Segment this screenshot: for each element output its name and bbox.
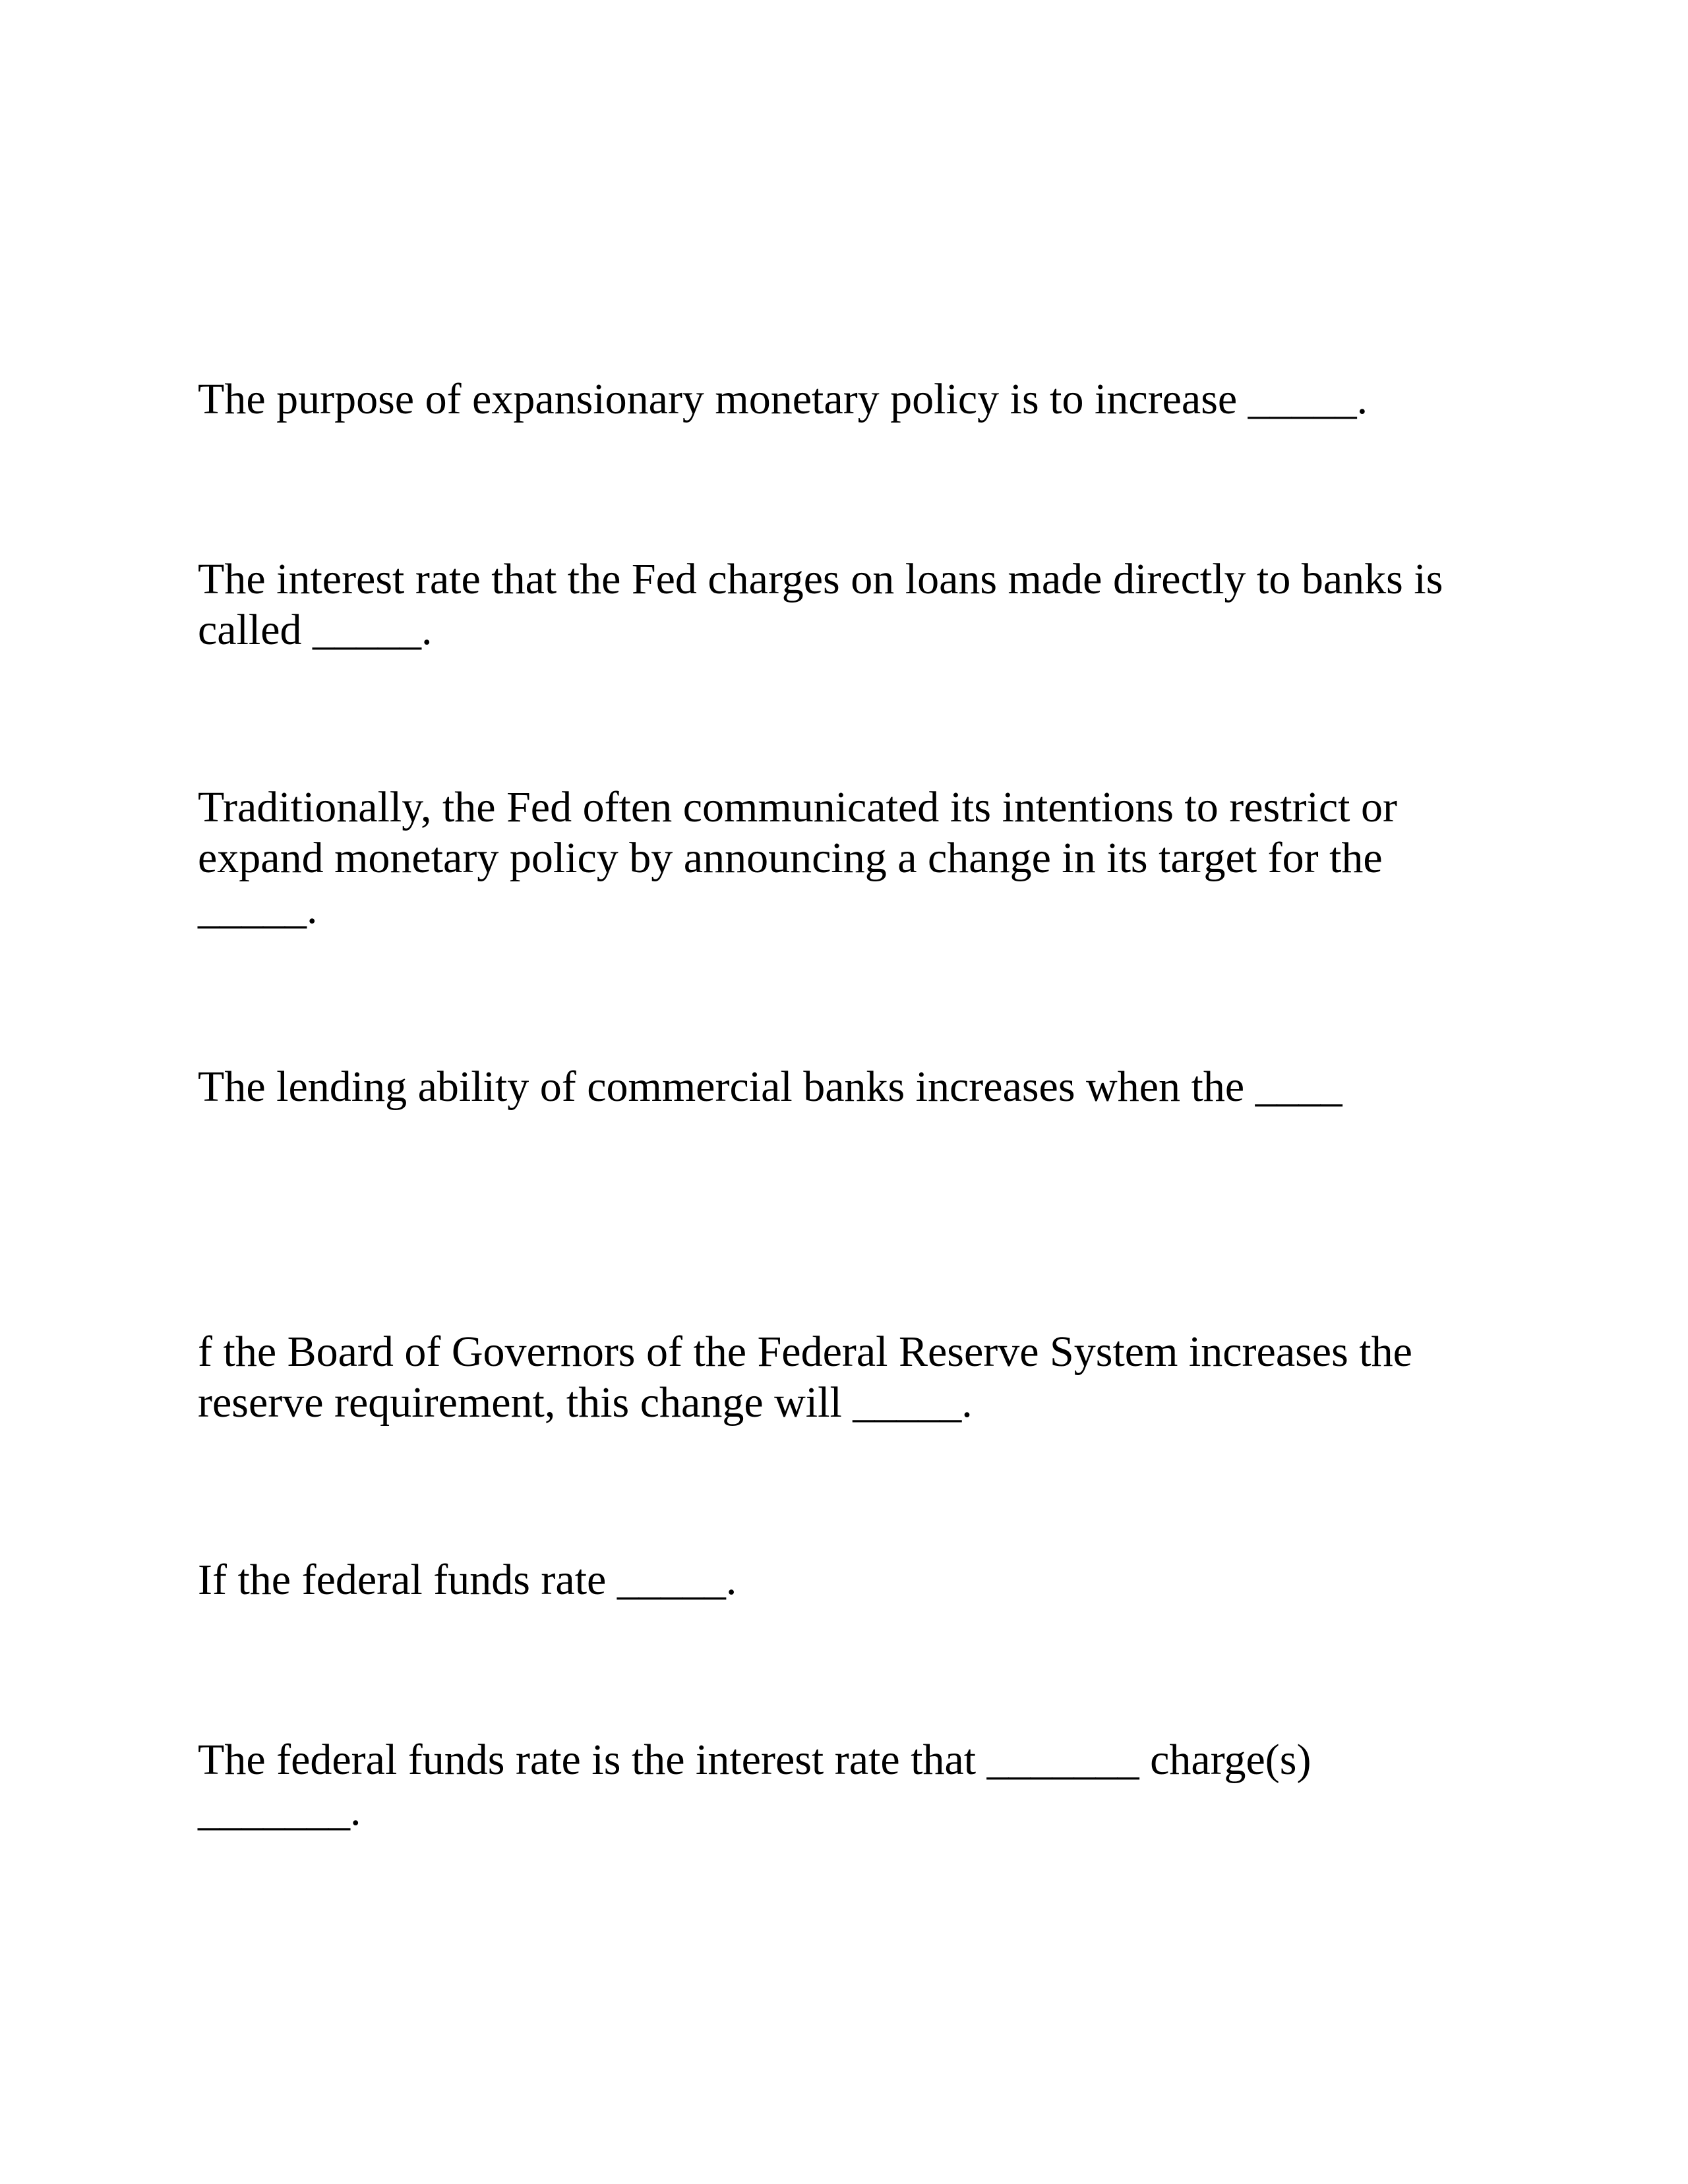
question-6: If the federal funds rate _____. (198, 1556, 737, 1604)
question-2: The interest rate that the Fed charges on loans made directly to banks is called _____. (198, 555, 1443, 654)
question-7: The federal funds rate is the interest rate that _______ charge(s) _______. (198, 1736, 1311, 1835)
question-4: The lending ability of commercial banks increases when the ____ (198, 1063, 1342, 1111)
question-1: The purpose of expansionary monetary policy is to increase _____. (198, 375, 1368, 423)
question-3: Traditionally, the Fed often communicated its intentions to restrict or expand monetary policy by announcing a change in its target for the _____. (198, 783, 1397, 933)
question-5: f the Board of Governors of the Federal Reserve System increases the reserve requirement, this change will _____. (198, 1328, 1412, 1427)
